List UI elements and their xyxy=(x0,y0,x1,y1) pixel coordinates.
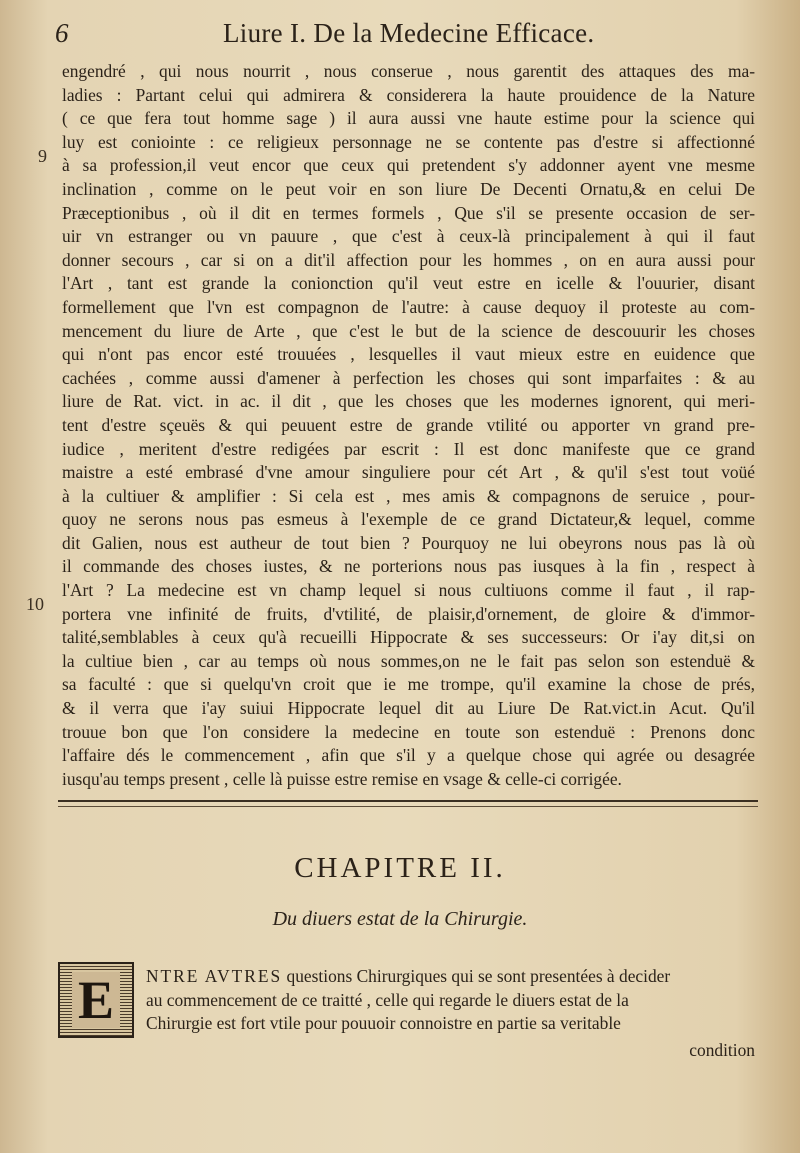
text-line: ladies : Partant celui qui admirera & considerera la haute prouidence de la Nature xyxy=(62,84,755,105)
chapter-line-text: questions Chirurgiques qui se sont presentées à decider xyxy=(282,966,671,986)
section-divider xyxy=(58,800,758,807)
chapter-subtitle: Du diuers estat de la Chirurgie. xyxy=(272,908,528,930)
chapter-line: Chirurgie est fort vtile pour pouuoir connoistre en partie sa veritable xyxy=(146,1013,621,1034)
running-head: Liure I. De la Medecine Efficace. xyxy=(223,18,595,48)
text-line: portera vne infinité de fruits, d'vtilité, de plaisir,d'ornement, de gloire & d'immor- xyxy=(62,603,755,624)
initial-letter: E xyxy=(72,972,120,1028)
text-line: quoy ne serons nous pas esmeus à l'exemple de ce grand Dictateur,& lequel, comme xyxy=(62,509,755,530)
text-line: mencement du liure de Arte , que c'est le but de la science de descouurir les choses xyxy=(62,320,755,341)
text-line: donner secours , car si on a dit'il affection pour les hommes , on en aura aussi pour xyxy=(62,249,755,270)
text-line: l'Art , tant est grande la conionction qu'il veut estre en icelle & l'ouurier, disant xyxy=(62,273,755,294)
text-line: ( ce que fera tout homme sage ) il aura aussi vne haute estime pour la science qui xyxy=(62,108,755,129)
text-line: talité,semblables à ceux qu'à recueilli Hippocrate & ses successeurs: Or i'ay dit,si on xyxy=(62,627,755,648)
text-line: formellement que l'vn est compagnon de l'autre: à cause dequoy il proteste au com- xyxy=(62,296,755,317)
chapter-line: au commencement de ce traitté , celle qui regarde le diuers estat de la xyxy=(146,989,629,1010)
text-line: luy est coniointe : ce religieux personnage ne se contente pas d'estre si affectionné xyxy=(62,131,755,152)
text-line: Præceptionibus , où il dit en termes formels , Que s'il se presente occasion de ser- xyxy=(62,202,755,223)
page-number: 6 xyxy=(55,18,69,48)
text-line: il commande des choses iustes, & ne porterions nous pas iusques à la fin , respect à xyxy=(62,556,755,577)
page-header xyxy=(55,14,755,54)
text-line: & il verra que i'ay suiui Hippocrate lequel dit au Liure De Rat.vict.in Acut. Qu'il xyxy=(62,698,755,719)
text-line: cachées , comme aussi d'amener à perfection les choses qui sont imparfaites : & au xyxy=(62,367,755,388)
text-line: sa faculté : que si quelqu'vn croit que ie me trompe, qu'il examine la chose de prés, xyxy=(62,674,755,695)
chapter-text xyxy=(146,965,755,1036)
text-line: l'affaire dés le commencement , afin que s'il y a quelque chose qui agrée ou desagrée xyxy=(62,745,755,766)
text-line: tent d'estre sçeuës & qui peuuent estre de grande vtilité ou apporter vn grand pre- xyxy=(62,414,755,435)
text-line: uir vn estranger ou vn pauure , que c'est à ceux-là principalement à qui il faut xyxy=(62,226,755,247)
text-line: à sa profession,il veut encor que ceux qui pretendent s'y addonner ayent vne mesme xyxy=(62,155,755,176)
catchword: condition xyxy=(689,1040,755,1060)
text-line: à la cultiuer & amplifier : Si cela est , mes amis & compagnons de seruice , pour- xyxy=(62,485,755,506)
body-text xyxy=(62,60,755,791)
text-line: maistre a esté embrasé d'vne amour singuliere pour cét Art , & qu'il s'est tout voüé xyxy=(62,462,755,483)
text-line: iudice , meritent d'estre redigées par escrit : Il est donc manifeste que ce grand xyxy=(62,438,755,459)
text-line: qui n'ont pas encor esté trouuées , lesquelles il vaut mieux estre en euidence que xyxy=(62,344,755,365)
chapter-line xyxy=(146,965,755,989)
opening-small-caps: NTRE AVTRES xyxy=(146,966,283,986)
text-line: l'Art ? La medecine est vn champ lequel si nous cultiuons comme il faut , il rap- xyxy=(62,580,755,601)
text-line: engendré , qui nous nourrit , nous conserue , nous garentit des attaques des ma- xyxy=(62,61,755,81)
text-line: inclination , comme on le peut voir en son liure De Decenti Ornatu,& en celui De xyxy=(62,178,755,199)
margin-number-10: 10 xyxy=(26,594,44,614)
text-line: liure de Rat. vict. in ac. il dit , que les choses que les modernes ignorent, qui meri- xyxy=(62,391,755,412)
text-line: la cultiue bien , car au temps où nous sommes,on ne le fait pas selon son estenduë & xyxy=(62,650,755,671)
text-line: dit Galien, nous est autheur de tout bien ? Pourquoy ne lui obeyrons nous pas là où xyxy=(62,532,755,553)
margin-number-9: 9 xyxy=(38,146,47,166)
ornamental-initial xyxy=(58,962,134,1038)
text-line: trouue bon que l'on considere la medecine en toute son estenduë : Prenons donc xyxy=(62,721,755,742)
chapter-title: CHAPITRE II. xyxy=(294,852,506,884)
text-line: iusqu'au temps present , celle là puisse estre remise en vsage & celle-ci corrigée. xyxy=(62,768,622,789)
